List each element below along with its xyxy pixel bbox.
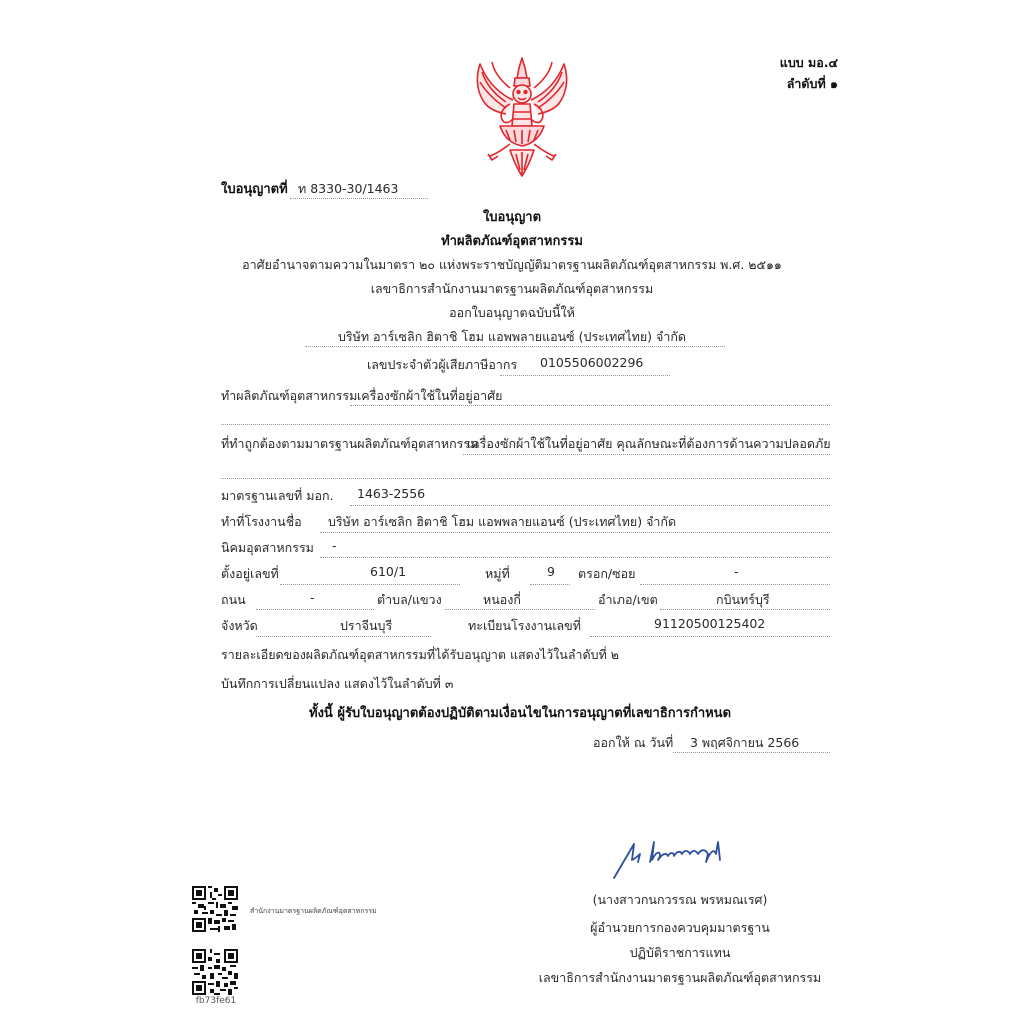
signer-acting: ปฏิบัติราชการแทน xyxy=(629,945,731,960)
standard-no-value: 1463-2556 xyxy=(357,486,426,501)
standard-no-label: มาตรฐานเลขที่ มอก. xyxy=(221,488,334,503)
order-number: ลำดับที่ ๑ xyxy=(786,76,838,91)
condition-note: ทั้งนี้ ผู้รับใบอนุญาตต้องปฏิบัติตามเงื่อนไขในการอนุญาตที่เลขาธิการกำหนด xyxy=(309,706,732,721)
qr-code-icon xyxy=(192,949,238,995)
subdistrict-label: ตำบล/แขวง xyxy=(377,592,442,607)
standard-conform-dotted-line-2 xyxy=(221,478,830,479)
qr-code-2[interactable] xyxy=(192,949,238,995)
product-label: ทำผลิตภัณฑ์อุตสาหกรรม xyxy=(221,388,358,403)
license-number-value: ท 8330-30/1463 xyxy=(298,181,399,196)
estate-label: นิคมอุตสาหกรรม xyxy=(221,540,314,555)
signer-name: (นางสาวกนกวรรณ พรหมณเรศ) xyxy=(592,892,768,907)
qr-code-id: fb73fe61 xyxy=(195,996,237,1006)
product-dotted-line xyxy=(350,405,830,406)
factory-dotted-line xyxy=(320,532,830,533)
moo-dotted-line xyxy=(530,584,570,585)
product-dotted-line-2 xyxy=(221,424,830,425)
province-value: ปราจีนบุรี xyxy=(340,618,393,633)
company-name: บริษัท อาร์เซลิก ฮิตาชิ โฮม แอพพลายแอนซ์ (ประเทศไทย) จำกัด xyxy=(337,329,687,344)
signer-position: ผู้อำนวยการกองควบคุมมาตรฐาน xyxy=(590,920,770,935)
license-number-label: ใบอนุญาตที่ xyxy=(221,182,288,197)
factory-reg-label: ทะเบียนโรงงานเลขที่ xyxy=(468,618,581,633)
address-no-dotted-line xyxy=(280,584,460,585)
standard-conform-dotted-line xyxy=(463,454,830,455)
standard-no-dotted-line xyxy=(350,505,830,506)
district-dotted-line xyxy=(660,609,830,610)
tax-id-value: 0105506002296 xyxy=(540,355,644,370)
signer-office: เลขาธิการสำนักงานมาตรฐานผลิตภัณฑ์อุตสาหกรรม xyxy=(538,970,822,985)
form-code-block xyxy=(780,52,838,94)
issued-date-dotted-line xyxy=(673,752,830,753)
details-note: รายละเอียดของผลิตภัณฑ์อุตสาหกรรมที่ได้รับอนุญาต แสดงไว้ในลำดับที่ ๒ xyxy=(221,647,620,662)
moo-value: 9 xyxy=(547,564,555,579)
address-no-label: ตั้งอยู่เลขที่ xyxy=(221,566,279,581)
province-label: จังหวัด xyxy=(221,618,258,633)
license-number-dotted-line xyxy=(290,198,428,199)
factory-value: บริษัท อาร์เซลิก ฮิตาชิ โฮม แอพพลายแอนซ์ (ประเทศไทย) จำกัด xyxy=(328,514,677,529)
tax-id-dotted-line xyxy=(500,375,670,376)
district-value: กบินทร์บุรี xyxy=(716,592,770,607)
moo-label: หมู่ที่ xyxy=(485,566,510,581)
changes-note: บันทึกการเปลี่ยนแปลง แสดงไว้ในลำดับที่ ๓ xyxy=(221,676,454,691)
factory-reg-value: 91120500125402 xyxy=(654,616,766,631)
province-dotted-line xyxy=(256,636,431,637)
title-line-2: ทำผลิตภัณฑ์อุตสาหกรรม xyxy=(441,234,583,249)
issuer-text: เลขาธิการสำนักงานมาตรฐานผลิตภัณฑ์อุตสาหกรรม xyxy=(370,281,654,296)
address-no-value: 610/1 xyxy=(370,564,407,579)
subdistrict-dotted-line xyxy=(445,609,595,610)
standard-conform-label: ที่ทำถูกต้องตามมาตรฐานผลิตภัณฑ์อุตสาหกรรม xyxy=(221,436,479,451)
garuda-emblem xyxy=(470,54,574,180)
qr-note: สำนักงานมาตรฐานผลิตภัณฑ์อุตสาหกรรม xyxy=(250,907,377,915)
road-dotted-line xyxy=(256,609,374,610)
issue-to-text: ออกใบอนุญาตฉบับนี้ให้ xyxy=(449,305,575,320)
road-value: - xyxy=(310,590,315,605)
estate-value: - xyxy=(332,538,337,553)
road-label: ถนน xyxy=(221,592,246,607)
form-code: แบบ มอ.๔ xyxy=(779,55,838,70)
title-line-1: ใบอนุญาต xyxy=(482,210,542,225)
factory-label: ทำที่โรงงานชื่อ xyxy=(221,514,302,529)
qr-code-icon xyxy=(192,886,238,932)
standard-conform-value: เครื่องซักผ้าใช้ในที่อยู่อาศัย คุณลักษณะที่ต้องการด้านความปลอดภัย xyxy=(467,436,831,451)
factory-reg-dotted-line xyxy=(590,636,830,637)
company-dotted-line xyxy=(305,346,725,347)
district-label: อำเภอ/เขต xyxy=(598,592,658,607)
signature-icon xyxy=(610,838,740,884)
soi-value: - xyxy=(734,564,739,579)
soi-dotted-line xyxy=(640,584,830,585)
issued-date: 3 พฤศจิกายน 2566 xyxy=(690,735,800,750)
issued-label: ออกให้ ณ วันที่ xyxy=(593,735,674,750)
product-value: เครื่องซักผ้าใช้ในที่อยู่อาศัย xyxy=(357,388,503,403)
estate-dotted-line xyxy=(320,557,830,558)
soi-label: ตรอก/ซอย xyxy=(578,566,636,581)
qr-code-1[interactable] xyxy=(192,886,238,932)
authority-text: อาศัยอำนาจตามความในมาตรา ๒๐ แห่งพระราชบัญญัติมาตรฐานผลิตภัณฑ์อุตสาหกรรม พ.ศ. ๒๕๑๑ xyxy=(242,257,782,272)
tax-id-label: เลขประจำตัวผู้เสียภาษีอากร xyxy=(367,357,518,372)
subdistrict-value: หนองกี่ xyxy=(483,592,521,607)
signature xyxy=(610,838,740,884)
garuda-emblem-icon xyxy=(470,54,574,180)
